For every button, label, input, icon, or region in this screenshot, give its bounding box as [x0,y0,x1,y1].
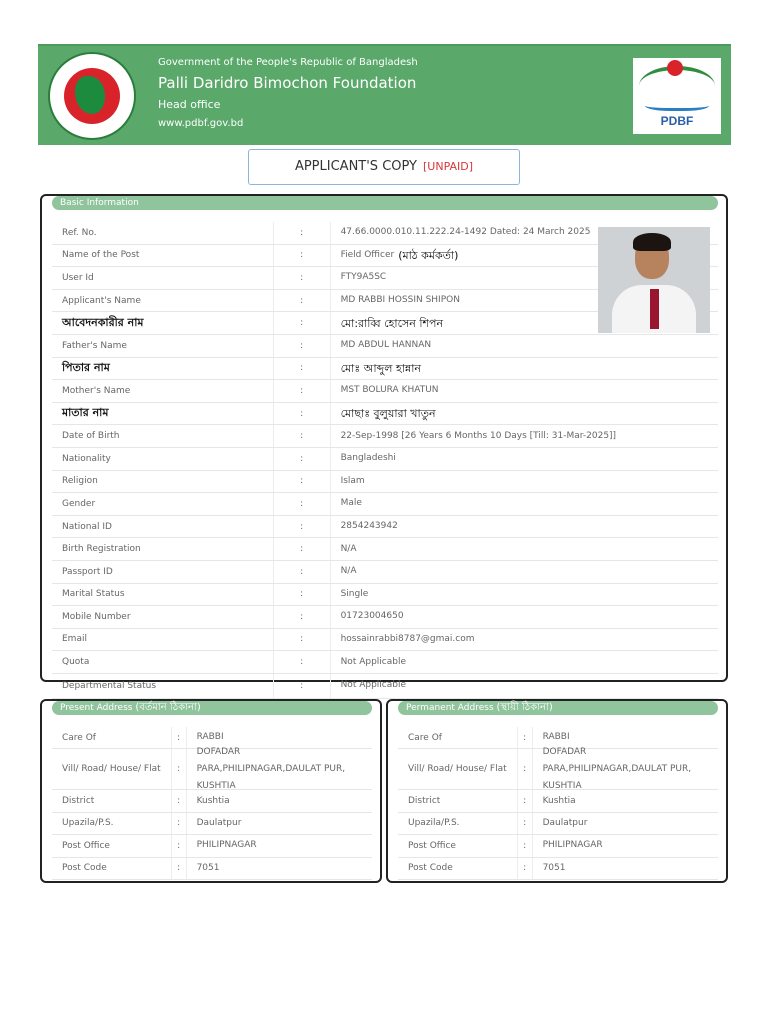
row-value-text: 47.66.0000.010.11.222.24-1492 Dated: 24 March 2025 [340,227,591,238]
row-separator: : [172,835,187,856]
row-value [533,835,718,856]
table-row [52,471,718,494]
row-label: Gender [52,493,274,515]
row-value-text: মো:রাব্বি হোসেন শিপন [340,316,444,330]
row-separator: : [172,813,187,834]
row-separator: : [274,222,331,244]
row-separator: : [518,835,533,856]
table-row [52,674,718,699]
row-label: Email [52,629,274,651]
row-value [331,561,718,583]
row-value [331,425,718,447]
row-separator: : [274,606,331,628]
row-value-text: PHILIPNAGAR [542,840,603,851]
row-separator: : [274,312,331,334]
row-label: Departmental Status [52,674,274,698]
website-link[interactable]: www.pdbf.gov.bd [158,118,244,129]
table-row [398,790,718,812]
government-title: Government of the People's Republic of Bangladesh [158,57,418,68]
row-label: Religion [52,471,274,493]
table-row [52,584,718,607]
government-seal-icon [48,52,136,140]
row-value [533,813,718,834]
table-row [52,835,372,857]
row-separator: : [274,245,331,267]
row-separator: : [274,290,331,312]
row-value [331,471,718,493]
row-label: Passport ID [52,561,274,583]
row-value [187,746,372,791]
row-value-text: Islam [340,475,365,486]
row-label: Nationality [52,448,274,470]
office-name: Head office [158,98,221,111]
row-value-text: RABBI [196,732,224,743]
permanent-address-table [398,727,718,880]
payment-status-badge: [UNPAID] [423,160,474,173]
row-value [331,538,718,560]
row-separator: : [274,629,331,651]
row-label: Marital Status [52,584,274,606]
row-separator: : [274,471,331,493]
row-separator: : [274,561,331,583]
row-value-text: FTY9A5SC [340,272,387,283]
row-value-text: DOFADAR PARA,PHILIPNAGAR,DAULAT PUR, KUSHTIA [196,746,346,791]
row-separator: : [274,358,331,380]
table-row [52,425,718,448]
row-label: District [52,790,172,811]
row-value-text: MD ABDUL HANNAN [340,340,432,351]
row-label: Vill/ Road/ House/ Flat [398,749,518,789]
table-row [52,561,718,584]
row-value [331,584,718,606]
row-value [331,516,718,538]
permanent-address-panel [386,699,728,883]
row-separator: : [274,380,331,402]
row-value [187,835,372,856]
row-value-text: Daulatpur [542,817,588,828]
row-separator: : [518,858,533,879]
row-value [533,790,718,811]
row-value-text: 7051 [542,862,566,873]
table-row [52,448,718,471]
row-label: পিতার নাম [52,358,274,380]
table-row [52,538,718,561]
row-label: Birth Registration [52,538,274,560]
row-value-text: Single [340,588,369,599]
row-separator: : [172,858,187,879]
applicant-copy-title [248,149,520,185]
row-label: মাতার নাম [52,403,274,425]
row-separator: : [172,790,187,811]
row-separator: : [274,538,331,560]
row-label: Quota [52,651,274,673]
row-label: Post Office [52,835,172,856]
header-banner [38,44,731,145]
row-value [331,629,718,651]
table-row [398,813,718,835]
table-row [52,790,372,812]
present-address-heading: Present Address (বর্তমান ঠিকানা) [52,701,372,715]
row-value-text: 7051 [196,862,220,873]
row-separator: : [274,425,331,447]
row-label: Name of the Post [52,245,274,267]
row-value-text: DOFADAR PARA,PHILIPNAGAR,DAULAT PUR, KUSHTIA [542,746,692,791]
row-separator: : [274,584,331,606]
copy-title: APPLICANT'S COPY [294,159,417,174]
row-value-text: N/A [340,543,357,554]
row-value [331,448,718,470]
table-row [398,746,718,791]
row-value-text: Not Applicable [340,680,407,691]
row-separator: : [274,335,331,357]
table-row [52,516,718,539]
row-label: Upazila/P.S. [52,813,172,834]
table-row [398,858,718,880]
row-value [533,746,718,791]
row-value [187,858,372,879]
row-value-text: Kushtia [196,795,230,806]
table-row [52,403,718,426]
row-value [331,335,718,357]
row-label: Ref. No. [52,222,274,244]
row-value [331,380,718,402]
row-separator: : [518,790,533,811]
row-value-text: 01723004650 [340,611,404,622]
pdbf-logo: PDBF [633,58,721,134]
row-label: Date of Birth [52,425,274,447]
row-separator: : [274,651,331,673]
permanent-address-heading: Permanent Address (স্থায়ী ঠিকানা) [398,701,718,715]
row-value-text: MD RABBI HOSSIN SHIPON [340,295,460,306]
row-label: Post Code [398,858,518,879]
row-value-text: মোছাঃ বুলুয়ারা খাতুন [340,407,436,421]
row-value-text: MST BOLURA KHATUN [340,385,439,396]
basic-information-heading: Basic Information [52,196,718,210]
table-row [52,380,718,403]
row-separator: : [274,267,331,289]
row-separator: : [274,493,331,515]
row-value-text: Kushtia [542,795,576,806]
row-value-text: Not Applicable [340,656,407,667]
table-row [52,858,372,880]
row-separator: : [274,674,331,698]
row-value-text: N/A [340,566,357,577]
row-value-text: PHILIPNAGAR [196,840,257,851]
present-address-table [52,727,372,880]
table-row [52,813,372,835]
row-value-text: Male [340,498,362,509]
row-label: District [398,790,518,811]
table-row [52,335,718,358]
table-row [52,358,718,381]
row-separator: : [518,727,533,748]
row-separator: : [274,516,331,538]
row-label: Care Of [398,727,518,748]
row-label: Mother's Name [52,380,274,402]
row-value-text: RABBI [542,732,570,743]
row-separator: : [274,403,331,425]
table-row [52,493,718,516]
row-label: Care Of [52,727,172,748]
row-label: Post Code [52,858,172,879]
organization-name: Palli Daridro Bimochon Foundation [158,74,417,92]
row-label: Post Office [398,835,518,856]
row-value-text: 2854243942 [340,521,398,532]
row-label: Mobile Number [52,606,274,628]
row-value [187,790,372,811]
row-value-text: Daulatpur [196,817,242,828]
row-label: Upazila/P.S. [398,813,518,834]
row-value [331,358,718,380]
row-separator: : [518,749,533,789]
row-value-text: Field Officer [340,249,395,260]
table-row [52,651,718,674]
row-separator: : [274,448,331,470]
row-value-text: Bangladeshi [340,453,396,464]
row-separator: : [172,749,187,789]
row-value [331,651,718,673]
row-value [331,674,718,698]
table-row [52,629,718,652]
row-label: Father's Name [52,335,274,357]
row-label: Applicant's Name [52,290,274,312]
row-value-bangla: (মাঠ কর্মকর্তা) [398,248,459,262]
row-value-text: hossainrabbi8787@gmai.com [340,633,475,644]
row-value-text: মোঃ আব্দুল হান্নান [340,361,421,375]
row-label: আবেদনকারীর নাম [52,312,274,334]
row-label: Vill/ Road/ House/ Flat [52,749,172,789]
row-value [187,813,372,834]
table-row [398,835,718,857]
row-separator: : [518,813,533,834]
applicant-photo [598,227,710,333]
row-value [533,858,718,879]
row-value [331,606,718,628]
row-value-text: 22-Sep-1998 [26 Years 6 Months 10 Days [Till: 31-Mar-2025]] [340,430,617,441]
table-row [52,606,718,629]
header-text [158,56,418,134]
row-label: User Id [52,267,274,289]
present-address-panel [40,699,382,883]
row-value [331,403,718,425]
row-value [331,493,718,515]
row-separator: : [172,727,187,748]
table-row [52,746,372,791]
row-label: National ID [52,516,274,538]
